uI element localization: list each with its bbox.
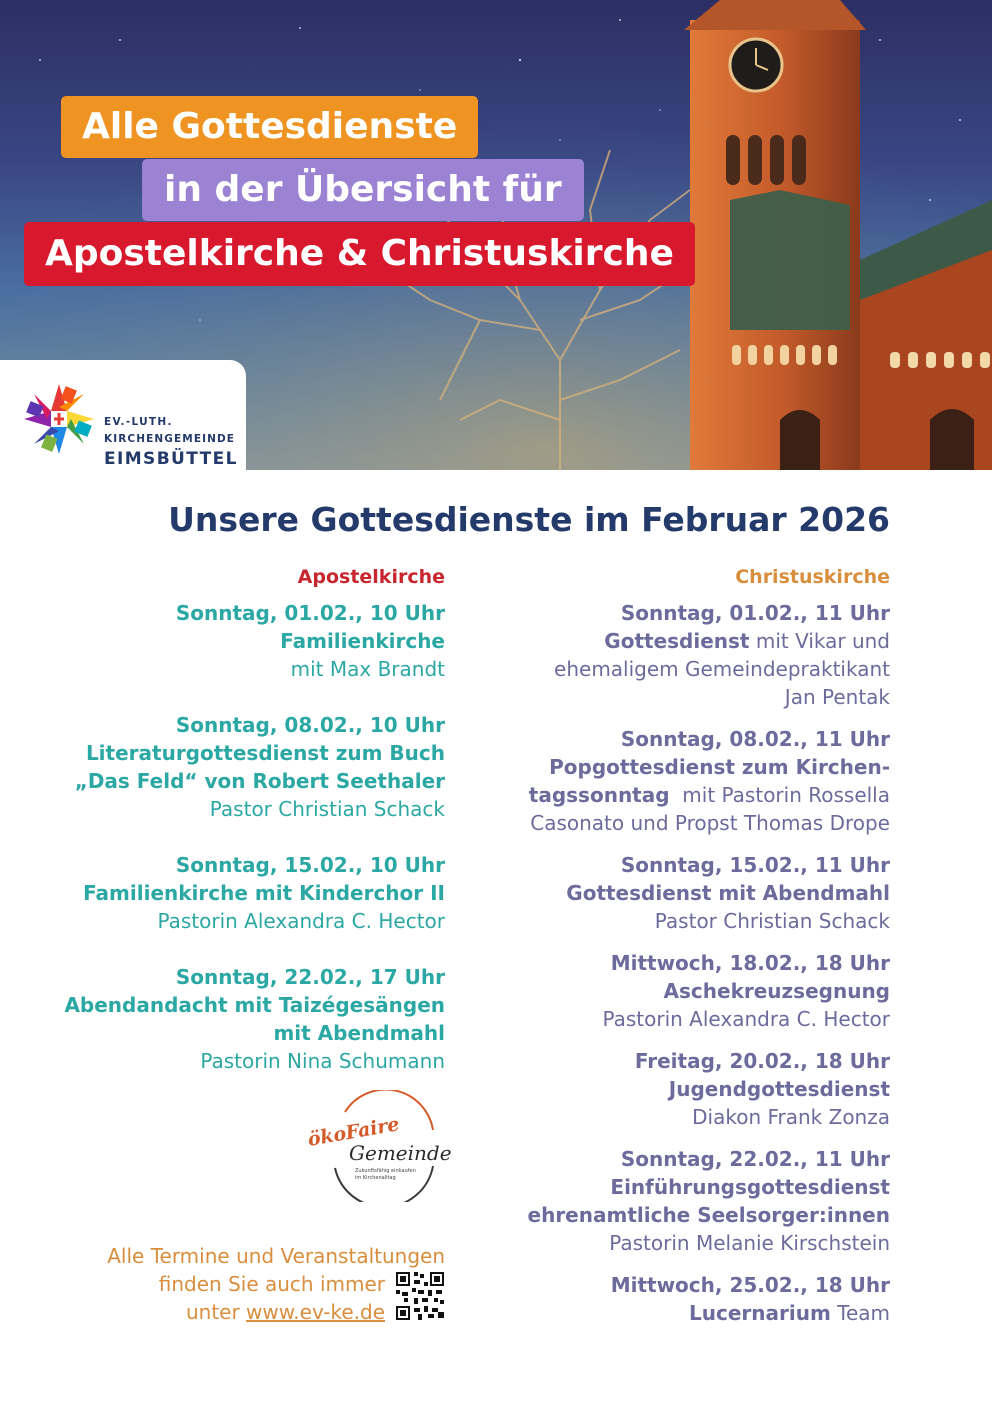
christuskirche-column (450, 563, 890, 1327)
service-entry (450, 1047, 890, 1131)
service-leader: ehemaligem Gemeindepraktikant (554, 657, 890, 681)
qr-code-icon[interactable] (396, 1272, 444, 1320)
service-date: Sonntag, 15.02., 10 Uhr (175, 853, 445, 877)
headline-pill-orange: Alle Gottesdienste (61, 96, 478, 158)
eco-logo-tagline-2: im Kirchenalltag (355, 1175, 396, 1181)
service-title: Einführungsgottesdienst (610, 1175, 890, 1199)
service-entry (450, 599, 890, 711)
apostelkirche-column (15, 563, 445, 1075)
logo-text-line-1: EV.-LUTH. (104, 416, 173, 428)
service-title: Familienkirche mit Kinderchor II (83, 881, 445, 905)
service-leader: Jan Pentak (784, 685, 890, 709)
eco-logo-word-1: ökoFaire (306, 1113, 402, 1151)
service-entry (450, 851, 890, 935)
oekofaire-gemeinde-logo (305, 1090, 455, 1202)
headline-pill-purple: in der Übersicht für (142, 159, 584, 221)
service-entry (450, 1145, 890, 1257)
service-leader: Casonato und Propst Thomas Drope (530, 811, 890, 835)
service-entry (15, 711, 445, 823)
service-leader: mit Pastorin Rossella (669, 783, 890, 807)
service-date: Mittwoch, 25.02., 18 Uhr (610, 1273, 890, 1297)
service-leader: Pastor Christian Schack (654, 909, 890, 933)
footer-line-1: Alle Termine und Veranstaltungen (107, 1244, 445, 1268)
service-title: „Das Feld“ von Robert Seethaler (74, 769, 445, 793)
service-title: Lucernarium (688, 1301, 831, 1325)
service-date: Sonntag, 22.02., 11 Uhr (620, 1147, 890, 1171)
headline-pill-red: Apostelkirche & Christuskirche (24, 222, 695, 286)
service-leader: mit Vikar und (749, 629, 890, 653)
service-entry (450, 1271, 890, 1327)
service-entry (450, 949, 890, 1033)
service-entry (15, 599, 445, 683)
service-title: Familienkirche (280, 629, 445, 653)
service-title: Popgottesdienst zum Kirchen- (549, 755, 890, 779)
service-date: Sonntag, 15.02., 11 Uhr (620, 853, 890, 877)
service-title: Gottesdienst (604, 629, 750, 653)
service-leader: Diakon Frank Zonza (692, 1105, 890, 1129)
service-leader: Pastorin Alexandra C. Hector (602, 1007, 890, 1031)
service-title: Abendandacht mit Taizégesängen (64, 993, 445, 1017)
service-date: Freitag, 20.02., 18 Uhr (634, 1049, 890, 1073)
service-leader: Team (830, 1301, 890, 1325)
footer-line-2: finden Sie auch immer (158, 1272, 385, 1296)
logo-text-line-2: KIRCHENGEMEINDE (104, 433, 236, 445)
service-leader: Pastor Christian Schack (209, 797, 445, 821)
service-title: Jugendgottesdienst (668, 1077, 890, 1101)
logo-text-line-3: EIMSBÜTTEL (104, 449, 238, 469)
service-entry (450, 725, 890, 837)
eco-logo-tagline-1: Zukunftsfähig einkaufen (355, 1168, 416, 1174)
eco-logo-word-2: Gemeinde (349, 1141, 452, 1165)
service-title: ehrenamtliche Seelsorger:innen (527, 1203, 890, 1227)
service-date: Sonntag, 01.02., 11 Uhr (620, 601, 890, 625)
service-date: Sonntag, 22.02., 17 Uhr (175, 965, 445, 989)
parish-logo-icon (22, 382, 96, 456)
service-leader: Pastorin Nina Schumann (200, 1049, 445, 1073)
service-leader: Pastorin Alexandra C. Hector (157, 909, 445, 933)
service-leader: Pastorin Melanie Kirschstein (609, 1231, 890, 1255)
christuskirche-heading: Christuskirche (735, 566, 890, 588)
service-title: Gottesdienst mit Abendmahl (566, 881, 890, 905)
service-date: Sonntag, 01.02., 10 Uhr (175, 601, 445, 625)
service-date: Mittwoch, 18.02., 18 Uhr (610, 951, 890, 975)
website-link[interactable]: www.ev-ke.de (246, 1300, 385, 1324)
service-leader: mit Max Brandt (290, 657, 445, 681)
service-title: mit Abendmahl (273, 1021, 445, 1045)
service-title: Literaturgottesdienst zum Buch (85, 741, 445, 765)
footer-note (107, 1242, 445, 1326)
service-date: Sonntag, 08.02., 10 Uhr (175, 713, 445, 737)
service-date: Sonntag, 08.02., 11 Uhr (620, 727, 890, 751)
service-entry (15, 963, 445, 1075)
service-title: tagssonntag (528, 783, 670, 807)
page-title: Unsere Gottesdienste im Februar 2026 (168, 500, 890, 539)
apostelkirche-heading: Apostelkirche (297, 566, 445, 588)
service-title: Aschekreuzsegnung (663, 979, 890, 1003)
footer-line-3-prefix: unter (185, 1300, 247, 1324)
service-entry (15, 851, 445, 935)
